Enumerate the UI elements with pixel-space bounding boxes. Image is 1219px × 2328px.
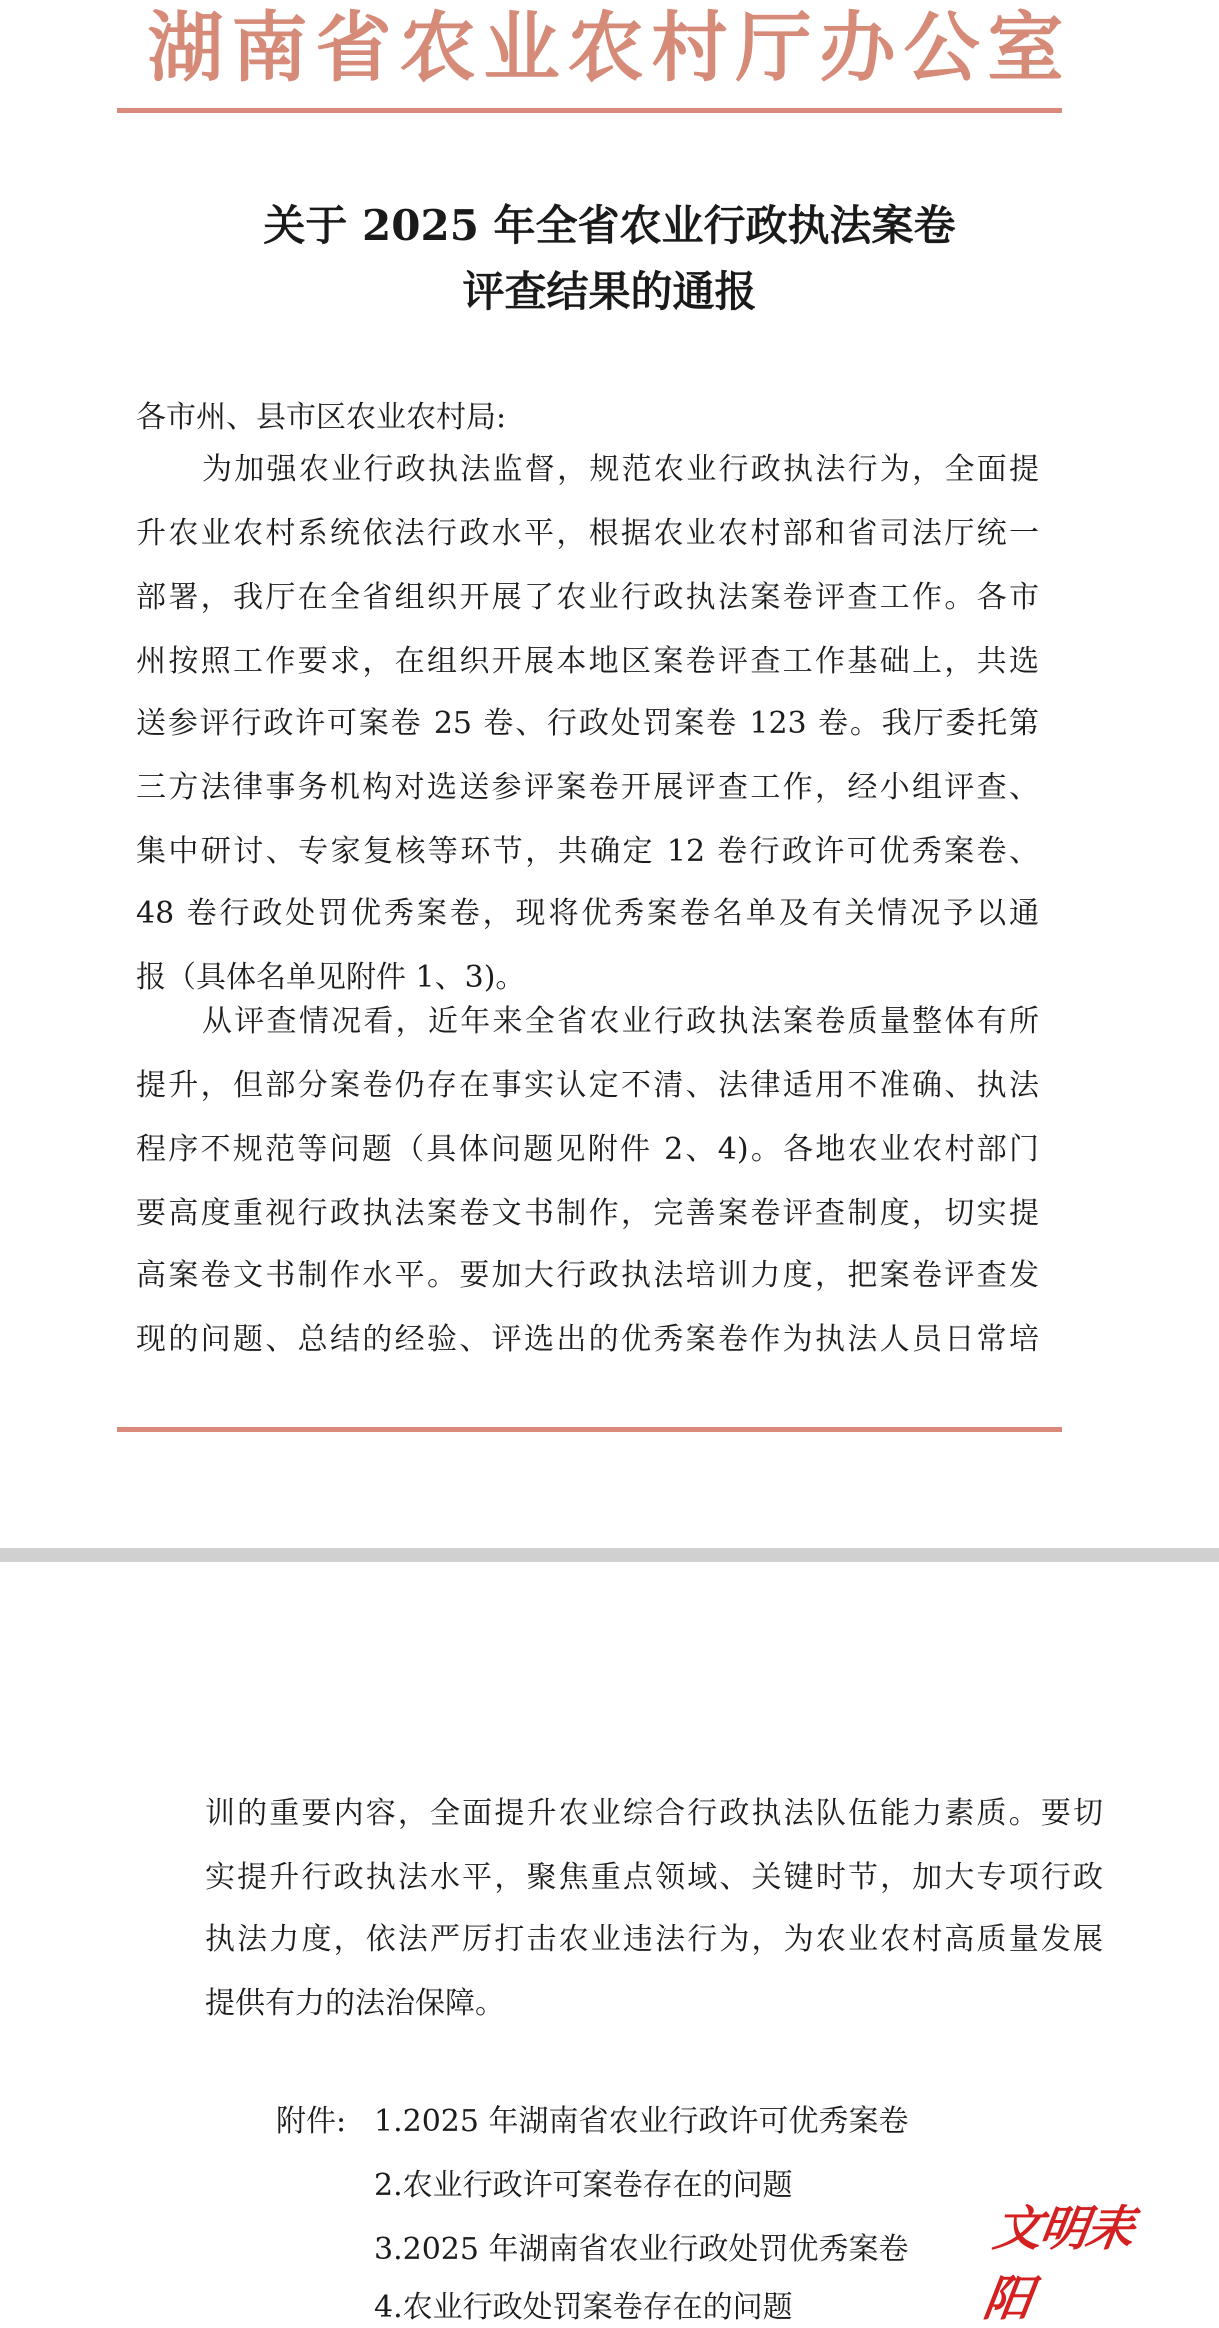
salutation: 各市州、县市区农业农村局: [136, 400, 507, 435]
paragraph-line: 高案卷文书制作水平。要加大行政执法培训力度，把案卷评查发 [136, 1258, 1039, 1293]
paragraph-line: 集中研讨、专家复核等环节，共确定 12 卷行政许可优秀案卷、 [136, 834, 1039, 869]
paragraph-line: 执法力度，依法严厉打击农业违法行为，为农业农村高质量发展 [205, 1922, 1103, 1957]
paragraph-line: 提升，但部分案卷仍存在事实认定不清、法律适用不准确、执法 [136, 1068, 1039, 1103]
letterhead-red-rule [117, 108, 1062, 113]
paragraph-line: 训的重要内容，全面提升农业综合行政执法队伍能力素质。要切 [205, 1796, 1103, 1831]
document-title-line-2: 评查结果的通报 [462, 267, 757, 316]
paragraph-line: 三方法律事务机构对选送参评案卷开展评查工作，经小组评查、 [136, 770, 1039, 805]
paragraph-line: 报（具体名单见附件 1、3)。 [136, 960, 526, 995]
footer-red-rule [117, 1427, 1062, 1432]
paragraph-line: 升农业农村系统依法行政水平，根据农业农村部和省司法厅统一 [136, 516, 1039, 551]
paragraph-line: 州按照工作要求，在组织开展本地区案卷评查工作基础上，共选 [136, 644, 1039, 679]
paragraph-line: 现的问题、总结的经验、评选出的优秀案卷作为执法人员日常培 [136, 1322, 1039, 1357]
paragraph-line: 实提升行政执法水平，聚焦重点领域、关键时节，加大专项行政 [205, 1860, 1103, 1895]
attachment-item: 2.农业行政许可案卷存在的问题 [374, 2168, 793, 2203]
watermark-logo: 文明耒阳 [980, 2201, 1136, 2327]
attachment-item: 3.2025 年湖南省农业行政处罚优秀案卷 [374, 2232, 909, 2267]
paragraph-line: 要高度重视行政执法案卷文书制作，完善案卷评查制度，切实提 [136, 1196, 1039, 1231]
paragraph-line: 送参评行政许可案卷 25 卷、行政处罚案卷 123 卷。我厅委托第 [136, 706, 1039, 741]
page-separator [0, 1548, 1219, 1562]
paragraph-line: 为加强农业行政执法监督，规范农业行政执法行为，全面提 [202, 452, 1039, 487]
attachments-label: 附件: [276, 2104, 347, 2139]
paragraph-line: 程序不规范等问题（具体问题见附件 2、4)。各地农业农村部门 [136, 1132, 1039, 1167]
paragraph-line: 提供有力的法治保障。 [205, 1986, 505, 2021]
paragraph-line: 从评查情况看，近年来全省农业行政执法案卷质量整体有所 [202, 1004, 1039, 1039]
document-title-line-1: 关于 2025 年全省农业行政执法案卷 [263, 201, 956, 250]
paragraph-line: 48 卷行政处罚优秀案卷，现将优秀案卷名单及有关情况予以通 [136, 896, 1039, 931]
letterhead-title: 湖南省农业农村厅办公室 [147, 3, 1072, 92]
paragraph-line: 部署，我厅在全省组织开展了农业行政执法案卷评查工作。各市 [136, 580, 1039, 615]
attachment-item: 4.农业行政处罚案卷存在的问题 [374, 2290, 793, 2325]
attachment-item: 1.2025 年湖南省农业行政许可优秀案卷 [374, 2104, 909, 2139]
